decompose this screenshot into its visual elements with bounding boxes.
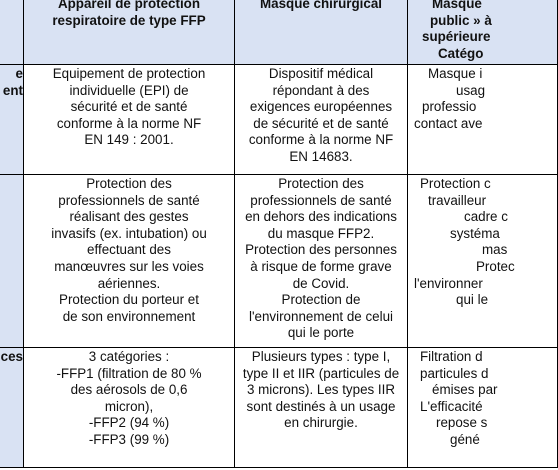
cell-text: Masque i (428, 66, 483, 81)
cell-text: en chirurgie. (284, 415, 358, 431)
table-cell (24, 348, 235, 468)
cell-text: professio (422, 99, 477, 115)
row-label-text: ces (0, 349, 23, 364)
cell-text: Filtration d (420, 349, 483, 364)
table-cell (235, 175, 408, 348)
cell-text: du masque FFP2. (267, 225, 375, 241)
cell-text: qui le (456, 292, 489, 308)
cell-text: -FFP3 (99 %) (88, 431, 170, 447)
cell-text: -FFP1 (filtration de 80 % (56, 365, 202, 381)
cell-text: invasifs (ex. intubation) ou (51, 225, 207, 241)
cell-text: L'efficacité (420, 398, 483, 414)
cell-text: effectuant des (87, 242, 171, 258)
cell-text: type II et IIR (particules de (242, 365, 400, 381)
cell-text: exigences européennes (249, 99, 393, 115)
cell-text: contact ave (414, 115, 483, 131)
cell-text: à risque de forme grave (250, 258, 392, 274)
header-row (0, 0, 558, 65)
row-label (0, 348, 24, 468)
cell-text: émises par (432, 382, 498, 398)
header-text: respiratoire de type FFP (52, 12, 206, 28)
header-text: Masque chirurgical (259, 0, 383, 11)
cell-text: -FFP2 (94 %) (88, 415, 170, 431)
cell-text: EN 14683. (289, 148, 353, 164)
header-text: public » à (430, 12, 492, 28)
cell-text: Protection des personnes (245, 242, 397, 258)
header-cell-public (408, 0, 558, 65)
header-text: Catégo (438, 45, 484, 61)
cell-text: sécurité et de santé (70, 99, 188, 115)
cell-text: EN 149 : 2001. (84, 132, 174, 148)
table-cell (24, 65, 235, 175)
row-label (0, 65, 24, 175)
cell-text: de son environnement (62, 308, 196, 324)
cell-text: des aérosols de 0,6 (70, 382, 188, 398)
cell-text: usag (456, 82, 486, 98)
table-cell (235, 65, 408, 175)
cell-text: géné (450, 431, 480, 447)
cell-text: Dispositif médical (268, 66, 374, 81)
table-cell (24, 175, 235, 348)
cell-text: l'environnement de celui (249, 308, 393, 324)
cell-text: qui le porte (287, 325, 355, 341)
cell-text: Protection des (278, 176, 364, 191)
cell-text: travailleur (428, 192, 487, 208)
cell-text: Protection de (281, 292, 361, 308)
cell-text: professionnels de santé (58, 192, 200, 208)
cell-text: cadre c (464, 209, 508, 225)
cell-text: de sécurité et de santé (253, 115, 389, 131)
cell-text: particules d (420, 365, 489, 381)
cell-text: sont destinés à un usage (246, 398, 396, 414)
header-text: supérieure (422, 29, 491, 45)
cell-text: manœuvres sur les voies (54, 258, 204, 274)
cell-text: Protection c (420, 176, 491, 191)
row-label-text: e (15, 66, 23, 81)
cell-text: 3 catégories : (88, 349, 170, 364)
cell-text: Protec (476, 258, 515, 274)
cell-text: aériennes. (97, 275, 161, 291)
table-row (0, 348, 558, 468)
cell-text: mas (482, 242, 508, 258)
header-cell-chirurgical (235, 0, 408, 65)
cell-text: de Covid. (292, 275, 350, 291)
cell-text: individuelle (EPI) de (69, 82, 189, 98)
cell-text: réalisant des gestes (69, 209, 189, 225)
cell-text: systéma (450, 225, 500, 241)
table-row (0, 175, 558, 348)
header-text: Masque (432, 0, 482, 11)
cell-text: 3 microns). Les types IIR (246, 382, 396, 398)
cell-text: Protection des (86, 176, 172, 191)
cell-text: micron), (104, 398, 154, 414)
cell-text: repose s (436, 415, 488, 431)
row-label (0, 175, 24, 348)
cell-text: en dehors des indications (245, 209, 397, 225)
table-cell (235, 348, 408, 468)
header-cell-corner (0, 0, 24, 65)
table-cell (408, 175, 558, 348)
cell-text: Protection du porteur et (59, 292, 199, 308)
cell-text: l'environner (414, 275, 483, 291)
row-label-text: ent (2, 82, 23, 98)
cell-text: conforme à la norme NF (56, 115, 202, 131)
cell-text: conforme à la norme NF (248, 132, 394, 148)
table-cell (408, 348, 558, 468)
table-row (0, 65, 558, 175)
table-cell (408, 65, 558, 175)
header-text: Appareil de protection (57, 0, 201, 11)
cell-text: répondant à des (272, 82, 370, 98)
cell-text: Equipement de protection (52, 66, 206, 81)
header-cell-ffp (24, 0, 235, 65)
cell-text: professionnels de santé (250, 192, 392, 208)
cell-text: Plusieurs types : type I, (251, 349, 391, 364)
